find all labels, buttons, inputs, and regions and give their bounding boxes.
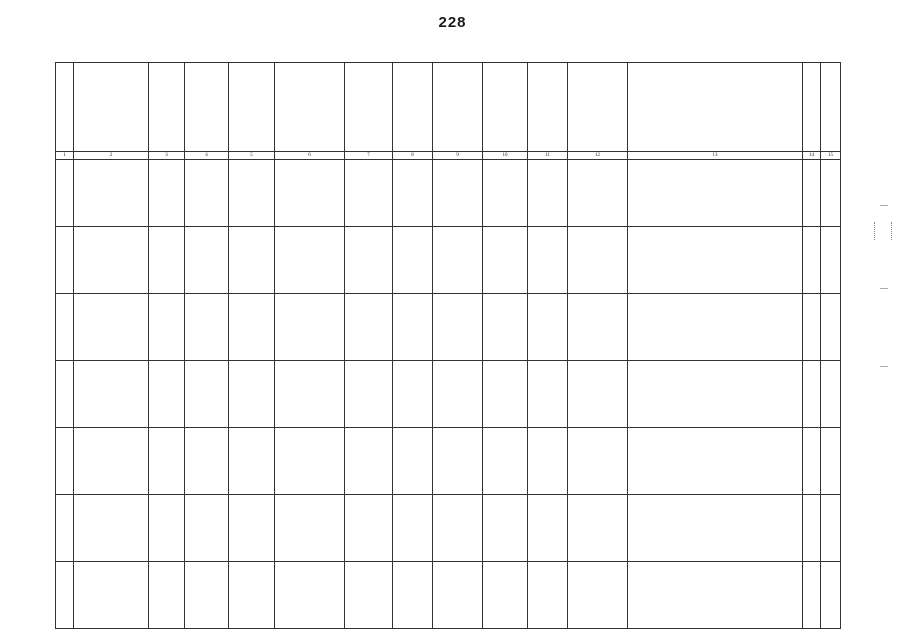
table-row xyxy=(56,294,841,361)
registry-table xyxy=(55,62,841,629)
table-row xyxy=(56,562,841,629)
column-number: 8 xyxy=(393,152,433,160)
column-number: 9 xyxy=(433,152,483,160)
header-cell xyxy=(345,63,393,152)
header-cell xyxy=(185,63,229,152)
header-cell xyxy=(56,63,74,152)
margin-tick xyxy=(880,205,888,206)
table-row xyxy=(56,160,841,227)
column-number: 13 xyxy=(628,152,803,160)
column-number: 1 xyxy=(56,152,74,160)
column-number: 2 xyxy=(74,152,149,160)
column-number: 12 xyxy=(568,152,628,160)
page-number: 228 xyxy=(438,14,467,31)
column-number: 5 xyxy=(229,152,275,160)
table-row xyxy=(56,428,841,495)
header-cell xyxy=(229,63,275,152)
header-cell xyxy=(528,63,568,152)
margin-tick xyxy=(880,288,888,289)
header-cell xyxy=(393,63,433,152)
column-number: 11 xyxy=(528,152,568,160)
header-cell xyxy=(568,63,628,152)
column-number: 10 xyxy=(483,152,528,160)
column-number: 14 xyxy=(803,152,821,160)
header-cell xyxy=(433,63,483,152)
margin-mark xyxy=(874,222,892,240)
table-row xyxy=(56,361,841,428)
header-cell xyxy=(74,63,149,152)
column-number: 15 xyxy=(821,152,841,160)
header-cell xyxy=(483,63,528,152)
table-row xyxy=(56,227,841,294)
table-header-row xyxy=(56,63,841,152)
header-cell xyxy=(149,63,185,152)
header-cell xyxy=(275,63,345,152)
column-number: 6 xyxy=(275,152,345,160)
margin-tick xyxy=(880,366,888,367)
header-cell xyxy=(821,63,841,152)
column-number: 4 xyxy=(185,152,229,160)
table-row xyxy=(56,495,841,562)
header-cell xyxy=(803,63,821,152)
column-number-row xyxy=(56,152,841,160)
column-number: 3 xyxy=(149,152,185,160)
header-cell xyxy=(628,63,803,152)
column-number: 7 xyxy=(345,152,393,160)
